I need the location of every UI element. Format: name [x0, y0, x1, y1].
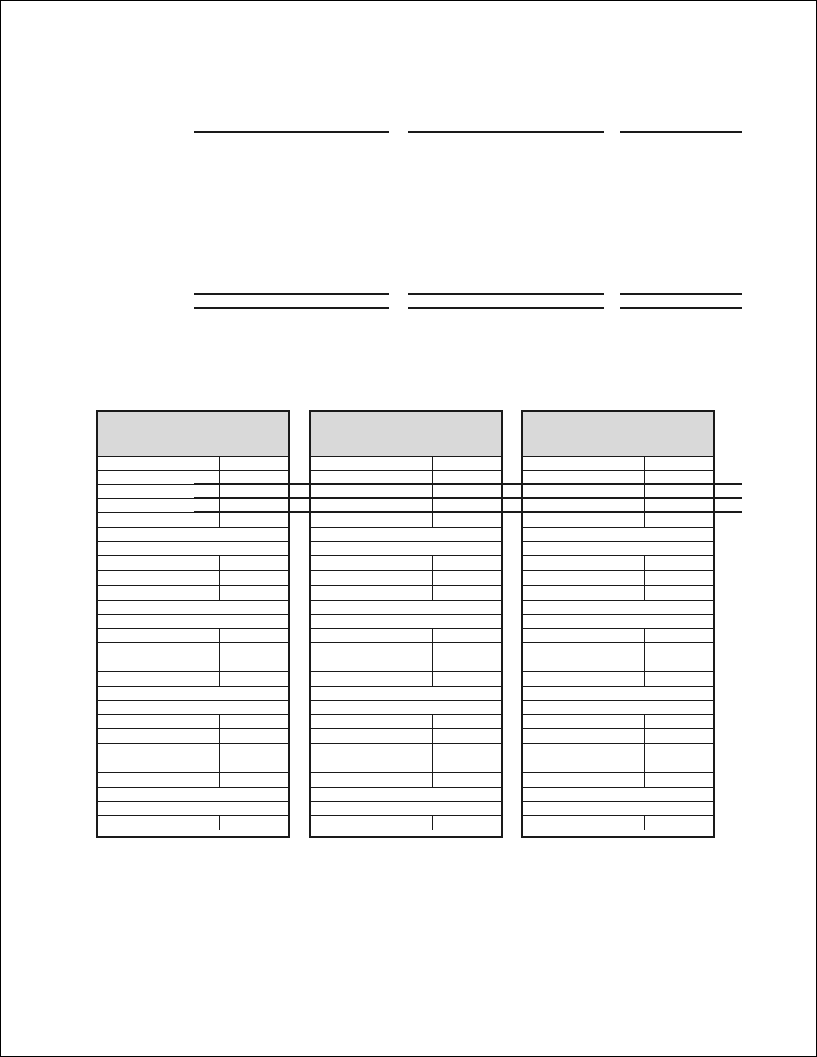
row-label [523, 729, 644, 743]
table-row [98, 601, 288, 615]
table-row [523, 542, 713, 556]
row-label [98, 513, 219, 527]
row-value [644, 773, 713, 787]
row-label [98, 672, 219, 686]
row-label [311, 729, 432, 743]
row-label [98, 701, 288, 714]
table-row [311, 773, 501, 788]
row-label [98, 816, 219, 830]
table-row [98, 729, 288, 744]
row-label [311, 457, 432, 470]
row-value [644, 643, 713, 671]
summary-rule-col3-total-b [620, 307, 742, 309]
table-row [98, 571, 288, 586]
row-label [98, 687, 288, 700]
table-row [311, 788, 501, 802]
row-value [219, 816, 288, 830]
overlay-rule-1 [194, 483, 742, 485]
table-row [98, 643, 288, 672]
table-row [98, 687, 288, 701]
summary-rule-col3-total-a [620, 293, 742, 295]
table-row [523, 715, 713, 729]
row-label [98, 601, 288, 614]
row-label [523, 788, 713, 801]
table-row [98, 513, 288, 528]
row-label [98, 457, 219, 470]
table-row [523, 773, 713, 788]
row-value [644, 457, 713, 470]
table-row [523, 586, 713, 601]
table-row [523, 816, 713, 830]
row-label [98, 729, 219, 743]
row-value [219, 513, 288, 527]
row-label [523, 586, 644, 600]
row-value [432, 643, 501, 671]
row-label [311, 802, 501, 815]
row-label [523, 701, 713, 714]
table-row [311, 729, 501, 744]
table-row [523, 615, 713, 629]
row-label [98, 744, 219, 772]
row-label [523, 672, 644, 686]
table-row [523, 629, 713, 643]
table-row [98, 556, 288, 571]
row-label [311, 542, 501, 555]
row-label [311, 701, 501, 714]
row-value [644, 744, 713, 772]
row-label [311, 556, 432, 570]
table-row [523, 687, 713, 701]
row-label [311, 571, 432, 585]
summary-rule-col2-total-a [408, 293, 604, 295]
row-value [432, 629, 501, 642]
table-row [523, 788, 713, 802]
row-value [219, 715, 288, 728]
table-row [523, 672, 713, 687]
panel-header [98, 412, 288, 457]
row-label [311, 672, 432, 686]
row-label [523, 643, 644, 671]
row-label [98, 715, 219, 728]
table-row [311, 601, 501, 615]
row-label [311, 715, 432, 728]
row-label [98, 788, 288, 801]
row-value [219, 586, 288, 600]
summary-rule-col3-top [620, 131, 742, 133]
table-row [98, 816, 288, 830]
table-row [311, 816, 501, 830]
row-label [523, 571, 644, 585]
panel-header [523, 412, 713, 457]
row-value [219, 571, 288, 585]
row-value [644, 629, 713, 642]
row-value [432, 773, 501, 787]
row-label [523, 615, 713, 628]
row-label [311, 601, 501, 614]
row-label [98, 802, 288, 815]
row-label [98, 643, 219, 671]
row-label [311, 629, 432, 642]
row-label [523, 542, 713, 555]
row-label [311, 773, 432, 787]
row-value [432, 457, 501, 470]
row-label [98, 629, 219, 642]
table-row [98, 528, 288, 542]
panel-header [311, 412, 501, 457]
row-value [219, 729, 288, 743]
row-value [644, 586, 713, 600]
row-label [98, 556, 219, 570]
row-label [311, 643, 432, 671]
table-row [311, 615, 501, 629]
row-label [523, 816, 644, 830]
row-value [432, 672, 501, 686]
table-row [523, 457, 713, 471]
summary-rule-col2-total-b [408, 307, 604, 309]
row-value [219, 773, 288, 787]
table-row [311, 542, 501, 556]
table-row [311, 802, 501, 816]
row-label [523, 528, 713, 541]
row-value [644, 672, 713, 686]
table-row [98, 701, 288, 715]
table-row [311, 457, 501, 471]
table-row [98, 788, 288, 802]
table-row [98, 629, 288, 643]
summary-rule-col1-top [194, 131, 389, 133]
row-value [644, 513, 713, 527]
row-label [523, 715, 644, 728]
table-row [523, 556, 713, 571]
table-row [523, 729, 713, 744]
row-label [98, 615, 288, 628]
row-label [98, 542, 288, 555]
summary-rule-col1-total-b [194, 307, 389, 309]
panel-2 [309, 410, 503, 838]
table-row [311, 571, 501, 586]
table-row [98, 715, 288, 729]
table-row [98, 615, 288, 629]
table-row [311, 629, 501, 643]
row-label [523, 601, 713, 614]
row-label [98, 586, 219, 600]
table-row [523, 528, 713, 542]
table-row [98, 542, 288, 556]
overlay-rule-2 [194, 497, 742, 499]
row-label [523, 457, 644, 470]
row-value [432, 556, 501, 570]
table-row [311, 715, 501, 729]
table-row [523, 513, 713, 528]
row-value [219, 556, 288, 570]
row-label [311, 687, 501, 700]
row-value [219, 744, 288, 772]
row-label [98, 773, 219, 787]
row-value [644, 571, 713, 585]
row-label [311, 528, 501, 541]
table-row [98, 773, 288, 788]
table-row [311, 556, 501, 571]
row-value [432, 571, 501, 585]
row-label [98, 528, 288, 541]
table-row [98, 586, 288, 601]
row-value [644, 816, 713, 830]
row-value [219, 643, 288, 671]
row-label [523, 513, 644, 527]
row-value [432, 586, 501, 600]
row-value [432, 729, 501, 743]
table-row [311, 672, 501, 687]
row-label [523, 687, 713, 700]
table-row [98, 672, 288, 687]
table-row [311, 513, 501, 528]
row-value [644, 556, 713, 570]
row-label [523, 744, 644, 772]
table-row [523, 744, 713, 773]
row-label [311, 615, 501, 628]
table-row [523, 701, 713, 715]
row-label [523, 629, 644, 642]
table-row [311, 528, 501, 542]
table-row [523, 643, 713, 672]
table-row [311, 586, 501, 601]
row-label [523, 556, 644, 570]
summary-rule-col2-top [408, 131, 604, 133]
table-row [311, 701, 501, 715]
panel-3 [521, 410, 715, 838]
row-value [219, 672, 288, 686]
table-row [311, 643, 501, 672]
table-row [98, 457, 288, 471]
row-value [432, 816, 501, 830]
row-value [432, 744, 501, 772]
overlay-rule-3 [194, 511, 742, 513]
table-row [523, 802, 713, 816]
table-row [311, 687, 501, 701]
summary-rule-col1-total-a [194, 293, 389, 295]
table-row [98, 744, 288, 773]
table-row [311, 744, 501, 773]
row-label [311, 744, 432, 772]
row-value [432, 715, 501, 728]
row-value [644, 715, 713, 728]
row-value [219, 457, 288, 470]
row-label [523, 802, 713, 815]
row-label [311, 513, 432, 527]
row-value [644, 729, 713, 743]
row-label [523, 773, 644, 787]
row-label [311, 788, 501, 801]
panel-1 [96, 410, 290, 838]
table-row [98, 802, 288, 816]
row-label [311, 816, 432, 830]
row-label [98, 571, 219, 585]
table-row [523, 571, 713, 586]
table-row [523, 601, 713, 615]
row-label [311, 586, 432, 600]
row-value [432, 513, 501, 527]
row-value [219, 629, 288, 642]
